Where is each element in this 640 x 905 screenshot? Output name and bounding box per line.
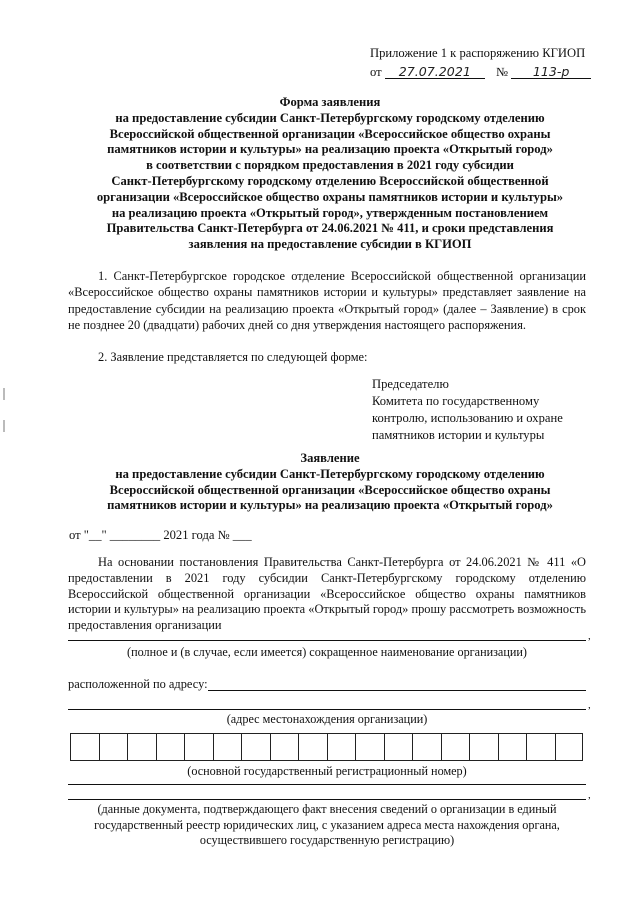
ogrn-digit-cell[interactable] <box>99 733 128 761</box>
document-caption-line: государственный реестр юридических лиц, с указанием адреса места нахождения органа, <box>94 817 560 832</box>
paragraph-2: 2. Заявление представляется по следующей форме: <box>98 350 368 364</box>
document-caption <box>68 802 586 849</box>
document-field-1[interactable] <box>68 784 586 785</box>
form-title-line: в соответствии с порядком предоставления в 2021 году субсидии <box>146 158 514 173</box>
address-caption: (адрес местонахождения организации) <box>226 712 428 726</box>
org-name-field[interactable] <box>68 640 586 641</box>
comma-mark: , <box>588 789 591 801</box>
addressee-block <box>372 376 612 444</box>
appendix-date-line <box>370 63 620 82</box>
address-field-2[interactable] <box>68 709 586 710</box>
application-title-line: Всероссийской общественной организации «Всероссийское общество охраны <box>109 482 551 497</box>
paragraph-1: 1. Санкт-Петербургское городское отделение Всероссийской общественной организации «Всероссийское общество охраны памятников истории и культуры» представляет заявление на предоставление субсидии на реализацию проекта «Открытый город» (далее – Заявление) в срок не позднее 20 (двадцати) рабочих дней со дня утверждения настоящего распоряжения. <box>68 269 586 332</box>
ogrn-digit-cell[interactable] <box>526 733 555 761</box>
form-title-line: заявления на предоставление субсидии в КГИОП <box>188 237 472 252</box>
form-title-line: Санкт-Петербургскому городскому отделению Всероссийской общественной <box>111 173 549 188</box>
form-title-line: на реализацию проекта «Открытый город», утвержденным постановлением <box>111 205 549 220</box>
ogrn-digit-cell[interactable] <box>241 733 270 761</box>
comma-mark: , <box>588 699 591 711</box>
document-caption-line: (данные документа, подтверждающего факт внесения сведений о организации в единый <box>97 802 557 816</box>
ogrn-digit-cell[interactable] <box>327 733 356 761</box>
application-title-line: на предоставление субсидии Санкт-Петербургскому городскому отделению <box>115 466 545 481</box>
application-date-line: от "__" ________ 2021 года № ___ <box>69 528 252 542</box>
form-title-line: Правительства Санкт-Петербурга от 24.06.2021 № 411, и сроки представления <box>106 221 554 236</box>
addressee-line: Председателю <box>372 377 449 391</box>
handwritten-date: 27.07.2021 <box>385 65 485 79</box>
document-field-2[interactable] <box>68 799 586 800</box>
ogrn-digit-cell[interactable] <box>412 733 441 761</box>
addressee-line: Комитета по государственному <box>372 394 540 408</box>
number-prefix: № <box>495 65 508 79</box>
date-prefix: от <box>370 65 382 79</box>
ogrn-digit-cell[interactable] <box>441 733 470 761</box>
scan-margin-mark <box>3 420 5 432</box>
form-title-line: организации «Всероссийское общество охраны памятников истории и культуры» <box>96 189 564 204</box>
addressee-line: памятников истории и культуры <box>372 428 545 442</box>
ogrn-digit-cell[interactable] <box>70 733 99 761</box>
handwritten-number: 113-р <box>511 65 591 79</box>
ogrn-digit-cell[interactable] <box>213 733 242 761</box>
document-caption-line: осуществившего государственную регистрацию) <box>199 833 455 847</box>
ogrn-caption: (основной государственный регистрационный номер) <box>187 764 467 778</box>
form-title-line: памятников истории и культуры» на реализацию проекта «Открытый город» <box>107 142 553 157</box>
form-title-line: на предоставление субсидии Санкт-Петербургскому городскому отделению <box>115 110 545 125</box>
ogrn-digit-cell[interactable] <box>298 733 327 761</box>
ogrn-digit-cell[interactable] <box>184 733 213 761</box>
application-body: На основании постановления Правительства Санкт-Петербурга от 24.06.2021 № 411 «О предоставлении в 2021 году субсидии Санкт-Петербургскому городскому отделению Всероссийской общественной организации «Всероссийское общество охраны памятников истории и культуры» на реализацию проекта «Открытый город» прошу рассмотреть возможность предоставления организации <box>68 555 586 633</box>
ogrn-digit-cell[interactable] <box>156 733 185 761</box>
form-title-line: Форма заявления <box>279 95 381 109</box>
addressee-line: контролю, использованию и охране <box>372 411 563 425</box>
application-title-line: памятников истории и культуры» на реализацию проекта «Открытый город» <box>107 498 553 513</box>
ogrn-digit-cell[interactable] <box>469 733 498 761</box>
form-title <box>60 95 600 253</box>
ogrn-digit-cell[interactable] <box>384 733 413 761</box>
form-title-line: Всероссийской общественной организации «Всероссийское общество охраны <box>109 126 551 141</box>
ogrn-digit-cell[interactable] <box>127 733 156 761</box>
ogrn-digit-cell[interactable] <box>555 733 584 761</box>
application-title-line: Заявление <box>300 451 360 465</box>
ogrn-digit-cell[interactable] <box>355 733 384 761</box>
comma-mark: , <box>588 630 591 642</box>
org-name-caption: (полное и (в случае, если имеется) сокращенное наименование организации) <box>127 645 527 659</box>
address-label: расположенной по адресу: <box>68 677 208 691</box>
ogrn-digit-cell[interactable] <box>498 733 527 761</box>
scan-margin-mark <box>3 388 5 400</box>
ogrn-digit-cell[interactable] <box>270 733 299 761</box>
address-field-1[interactable] <box>208 690 586 691</box>
appendix-line: Приложение 1 к распоряжению КГИОП <box>370 46 586 60</box>
application-title <box>60 451 600 514</box>
appendix-header <box>370 44 620 82</box>
ogrn-grid[interactable] <box>70 733 583 761</box>
